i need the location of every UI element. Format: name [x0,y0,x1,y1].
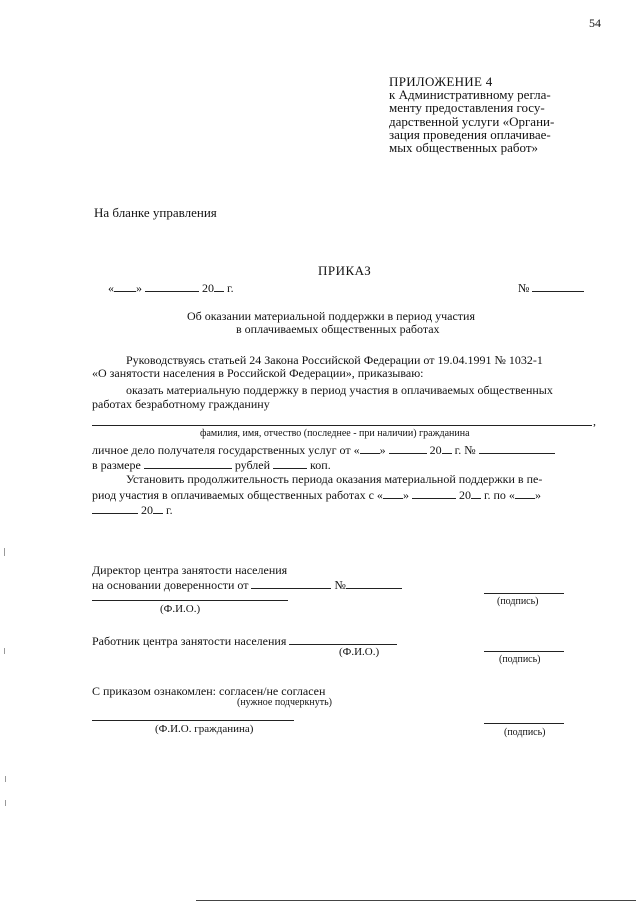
order-subject-line: Об оказании материальной поддержки в период участия [187,309,475,323]
basis-paragraph-line: «О занятости населения в Российской Федерации», приказываю: [92,366,424,380]
worker-name-blank [289,633,397,645]
period-from-close: » [402,488,409,502]
period-end-line [92,502,173,518]
date-open-quote: « [108,281,114,295]
number-blank [532,280,584,292]
worker-signature-caption: (подпись) [499,654,541,665]
order-subject-line: в оплачиваемых общественных работах [236,322,440,336]
period-paragraph-line: Установить продолжительность периода оказания материальной поддержки в пе- [126,472,543,486]
year-blank [214,280,224,292]
worker-label: Работник центра занятости населения [92,634,287,648]
letterhead-note: На бланке управления [94,205,217,220]
number-label: № [518,281,530,295]
appendix-line: мых общественных работ» [389,140,539,155]
bottom-edge-line [196,900,636,901]
to-day-blank [515,487,535,499]
order-title: ПРИКАЗ [318,263,372,278]
scan-mark [4,548,5,556]
name-comma: , [593,414,596,428]
year-prefix: 20 [202,281,214,295]
scan-mark [5,776,6,782]
rubles-blank [144,457,232,469]
period-to-prefix: г. по « [483,488,515,502]
case-month-blank [389,442,427,454]
poa-number-label: № [334,578,346,592]
from-day-blank [383,487,403,499]
appendix-title: ПРИЛОЖЕНИЕ 4 [389,74,493,89]
appendix-line: менту предоставления госу- [389,100,545,115]
citizen-signature-line [484,723,564,724]
case-number-blank [479,442,555,454]
citizen-fio-caption: (Ф.И.О. гражданина) [155,723,254,735]
support-paragraph-line: оказать материальную поддержку в период участия в оплачиваемых общественных [126,383,553,397]
order-date [108,280,234,296]
amount-prefix: в размере [92,458,141,472]
support-paragraph-line: работах безработному гражданину [92,397,270,411]
poa-prefix: на основании доверенности от [92,578,249,592]
acknowledgement-label: С приказом ознакомлен: согласен/не согласен [92,684,326,698]
case-file-line [92,442,555,458]
power-of-attorney-line [92,577,402,593]
rubles-label: рублей [234,458,271,472]
citizen-signature-caption: (подпись) [504,727,546,738]
acknowledgement-hint: (нужное подчеркнуть) [237,697,332,708]
case-year: 20 [429,443,442,457]
year-suffix: г. [227,281,234,295]
case-year-blank [442,442,452,454]
poa-date-blank [251,577,331,589]
scan-mark [5,800,6,806]
from-month-blank [412,487,456,499]
kopecks-blank [273,457,307,469]
to-year: 20 [141,503,153,517]
period-to-close: » [534,488,541,502]
day-blank [114,280,136,292]
to-year-suffix: г. [166,503,173,517]
worker-signature-line [484,651,564,652]
page-number: 54 [589,16,601,30]
appendix-line: дарственной услуги «Органи- [389,114,555,129]
period-from-prefix: риод участия в оплачиваемых общественных работах с « [92,488,383,502]
month-blank [145,280,199,292]
director-signature-caption: (подпись) [497,596,539,607]
citizen-fio-line [92,720,294,721]
amount-line [92,457,331,473]
order-number [518,280,584,296]
to-year-blank [153,502,163,514]
appendix-line: к Административному регла- [389,87,551,102]
worker-fio-caption: (Ф.И.О.) [339,646,380,658]
period-paragraph-line [92,487,541,503]
scan-mark [4,648,5,654]
kopecks-label: коп. [310,458,331,472]
citizen-name-line [92,425,592,426]
appendix-line: зация проведения оплачивае- [389,127,551,142]
director-signature-line [484,593,564,594]
poa-number-blank [346,577,402,589]
basis-paragraph-line: Руководствуясь статьей 24 Закона Российской Федерации от 19.04.1991 № 1032-1 [126,353,543,367]
case-close-quote: » [379,443,386,457]
period-from-year: 20 [458,488,471,502]
from-year-blank [471,487,481,499]
citizen-name-caption: фамилия, имя, отчество (последнее - при наличии) гражданина [200,428,470,439]
to-month-blank [92,502,138,514]
director-fio-line [92,600,288,601]
case-day-blank [360,442,380,454]
director-title: Директор центра занятости населения [92,563,288,577]
date-close-quote: » [136,281,142,295]
director-fio-caption: (Ф.И.О.) [160,603,201,615]
case-suffix: г. № [454,443,476,457]
case-prefix: личное дело получателя государственных услуг от « [92,443,360,457]
